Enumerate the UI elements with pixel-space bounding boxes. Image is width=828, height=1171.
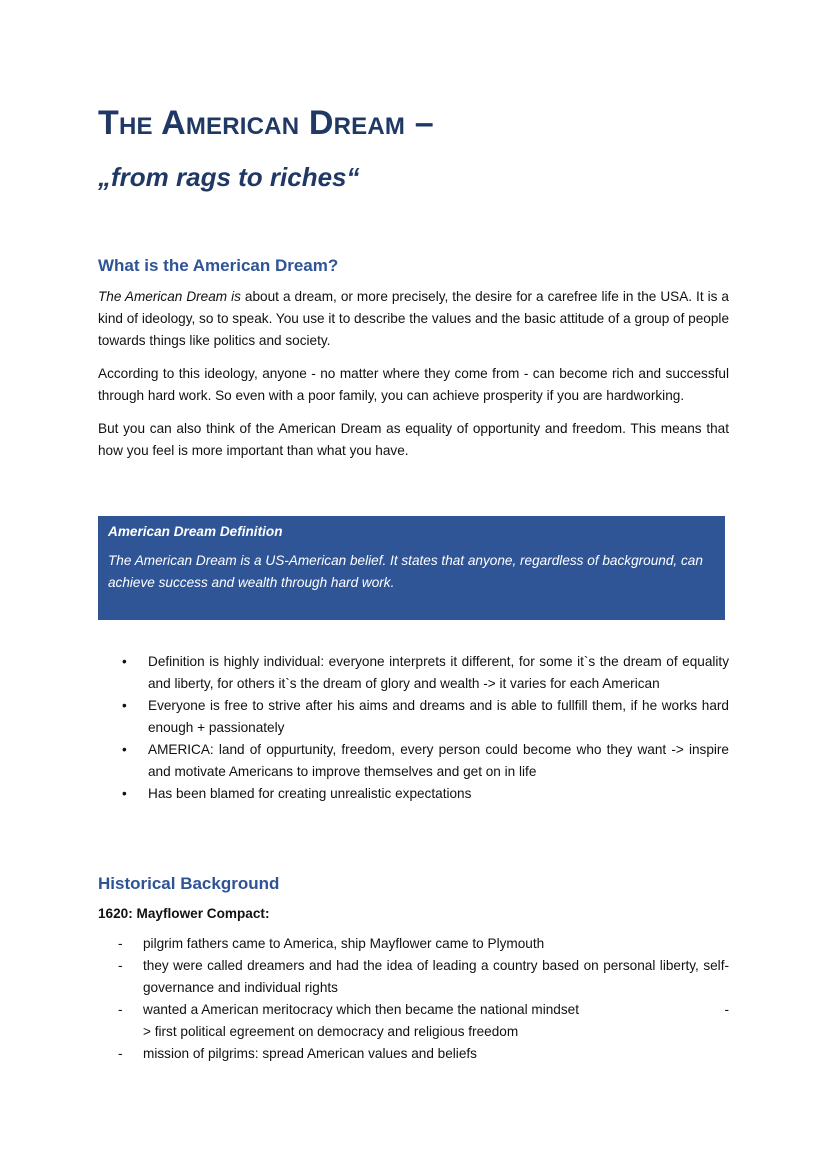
bullet-icon: •	[122, 698, 127, 713]
list-item	[98, 933, 729, 955]
list-item	[98, 695, 729, 739]
list-item-text: Definition is highly individual: everyone interprets it different, for some it`s the dream of equality and liberty, for others it`s the dream of glory and wealth -> it varies for each American	[148, 654, 729, 691]
dash-icon: -	[118, 1046, 123, 1061]
list-item	[98, 739, 729, 783]
list-item-text: pilgrim fathers came to America, ship Mayflower came to Plymouth	[143, 936, 545, 951]
document-title: The American Dream –	[98, 104, 434, 142]
paragraph: But you can also think of the American Dream as equality of opportunity and freedom. This means that how you feel is more important than what you have.	[98, 421, 729, 458]
definition-title: American Dream Definition	[108, 524, 283, 539]
italic-term: The American Dream is	[98, 289, 241, 304]
dash-icon: -	[118, 936, 123, 951]
section-heading: Historical Background	[98, 874, 280, 893]
list-item-text: they were called dreamers and had the idea of leading a country based on personal liberty, self-governance and individual rights	[143, 958, 729, 995]
paragraph	[98, 286, 729, 352]
list-item	[98, 783, 729, 805]
bullet-icon: •	[122, 742, 127, 757]
list-item	[98, 955, 729, 999]
section-historical	[98, 874, 729, 1065]
section-what-is	[98, 256, 729, 473]
list-item-text: AMERICA: land of oppurtunity, freedom, every person could become who they want -> inspire and motivate Americans to improve themselves and get on in life	[148, 742, 729, 779]
list-item	[98, 651, 729, 695]
definition-body: The American Dream is a US-American belief. It states that anyone, regardless of background, can achieve success and wealth through hard work.	[108, 553, 703, 590]
paragraph-text: about a dream, or more precisely, the desire for a carefree life in the USA. It is a kind of ideology, so to speak. You use it to describe the values and the basic attitude of a group of people towards things like politics and society.	[98, 289, 729, 348]
list-item-text: wanted a American meritocracy which then became the national mindset	[143, 1002, 579, 1017]
document-subtitle: „from rags to riches“	[98, 162, 360, 192]
trailing-dash: -	[724, 1002, 729, 1017]
subheading: 1620: Mayflower Compact:	[98, 906, 270, 921]
section-heading: What is the American Dream?	[98, 256, 339, 275]
dash-list	[98, 933, 729, 1065]
dash-icon: -	[118, 958, 123, 973]
list-item	[98, 999, 729, 1043]
paragraph: According to this ideology, anyone - no matter where they come from - can become rich and successful through hard work. So even with a poor family, you can achieve prosperity if you are hardworking.	[98, 366, 729, 403]
list-item-text: Has been blamed for creating unrealistic expectations	[148, 786, 472, 801]
bullet-list	[98, 651, 729, 805]
bullet-icon: •	[122, 786, 127, 801]
list-item	[98, 1043, 729, 1065]
bullet-icon: •	[122, 654, 127, 669]
definition-box	[98, 516, 725, 620]
list-item-text: mission of pilgrims: spread American values and beliefs	[143, 1046, 477, 1061]
list-item-continuation: > first political egreement on democracy and religious freedom	[143, 1024, 519, 1039]
dash-icon: -	[118, 1002, 123, 1017]
list-item-text: Everyone is free to strive after his aims and dreams and is able to fullfill them, if he works hard enough + passionately	[148, 698, 729, 735]
